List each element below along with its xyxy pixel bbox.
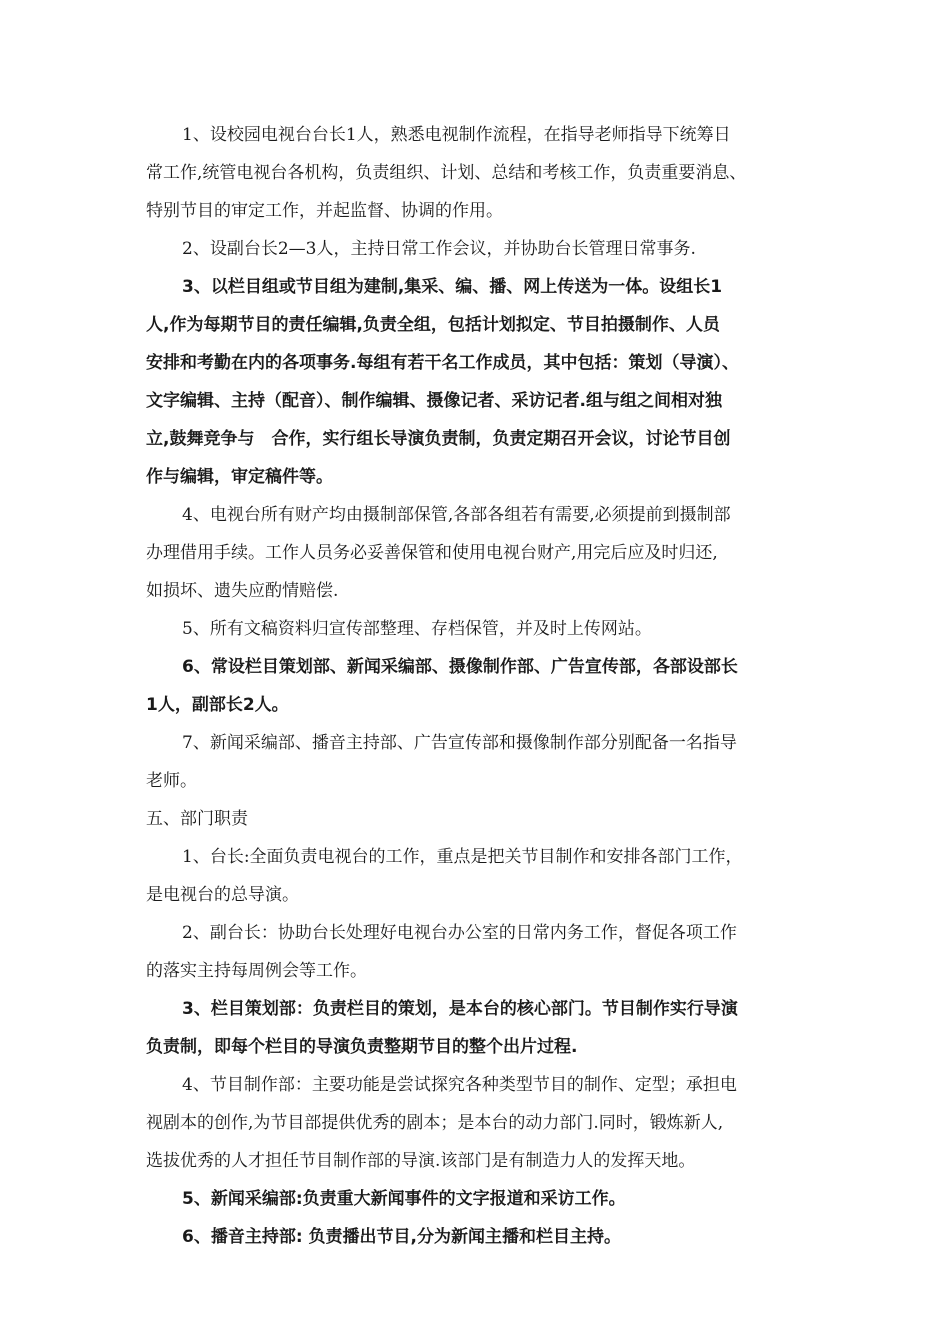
text-line: 7、新闻采编部、播音主持部、广告宣传部和摄像制作部分别配备一名指导 [182,733,737,753]
text-line: 视剧本的创作,为节目部提供优秀的剧本；是本台的动力部门.同时，锻炼新人, [146,1113,724,1133]
text-line: 2、副台长：协助台长处理好电视台办公室的日常内务工作，督促各项工作 [182,923,737,943]
text-line-bold: 6、播音主持部: 负责播出节目,分为新闻主播和栏目主持。 [182,1227,622,1247]
text-line: 常工作,统管电视台各机构，负责组织、计划、总结和考核工作，负责重要消息、 [146,163,747,183]
text-line-bold: 5、新闻采编部:负责重大新闻事件的文字报道和采访工作。 [182,1189,626,1209]
text-line: 的落实主持每周例会等工作。 [146,961,367,981]
text-line-bold: 3、栏目策划部：负责栏目的策划，是本台的核心部门。节目制作实行导演 [182,999,738,1019]
text-line-bold: 立,鼓舞竞争与 合作，实行组长导演负责制，负责定期召开会议，讨论节目创 [146,429,731,449]
text-line: 老师。 [146,771,197,791]
text-line: 如损坏、遗失应酌情赔偿. [146,581,339,601]
section-heading: 五、部门职责 [146,809,248,829]
text-line: 2、设副台长2—3人，主持日常工作会议，并协助台长管理日常事务. [182,239,696,259]
text-line-bold: 人,作为每期节目的责任编辑,负责全组，包括计划拟定、节目拍摄制作、人员 [146,315,720,335]
text-line: 办理借用手续。工作人员务必妥善保管和使用电视台财产,用完后应及时归还, [146,543,718,563]
text-line: 1、台长:全面负责电视台的工作，重点是把关节目制作和安排各部门工作， [182,847,743,867]
text-line: 4、节目制作部：主要功能是尝试探究各种类型节目的制作、定型；承担电 [182,1075,737,1095]
text-line: 是电视台的总导演。 [146,885,299,905]
text-line: 选拔优秀的人才担任节目制作部的导演.该部门是有制造力人的发挥天地。 [146,1151,696,1171]
text-line: 4、电视台所有财产均由摄制部保管,各部各组若有需要,必须提前到摄制部 [182,505,731,525]
text-line-bold: 作与编辑，审定稿件等。 [146,467,333,487]
text-line-bold: 负责制，即每个栏目的导演负责整期节目的整个出片过程. [146,1037,578,1057]
text-line-bold: 文字编辑、主持（配音）、制作编辑、摄像记者、采访记者.组与组之间相对独 [146,391,722,411]
text-line-bold: 安排和考勤在内的各项事务.每组有若干名工作成员，其中包括：策划（导演）、 [146,353,739,373]
text-line: 特别节目的审定工作，并起监督、协调的作用。 [146,201,503,221]
text-line-bold: 6、常设栏目策划部、新闻采编部、摄像制作部、广告宣传部，各部设部长 [182,657,738,677]
text-line-bold: 3、以栏目组或节目组为建制,集采、编、播、网上传送为一体。设组长1 [182,277,723,297]
text-line-bold: 1人，副部长2人。 [146,695,289,715]
text-line: 1、设校园电视台台长1人，熟悉电视制作流程，在指导老师指导下统筹日 [182,125,731,145]
text-line: 5、所有文稿资料归宣传部整理、存档保管，并及时上传网站。 [182,619,652,639]
